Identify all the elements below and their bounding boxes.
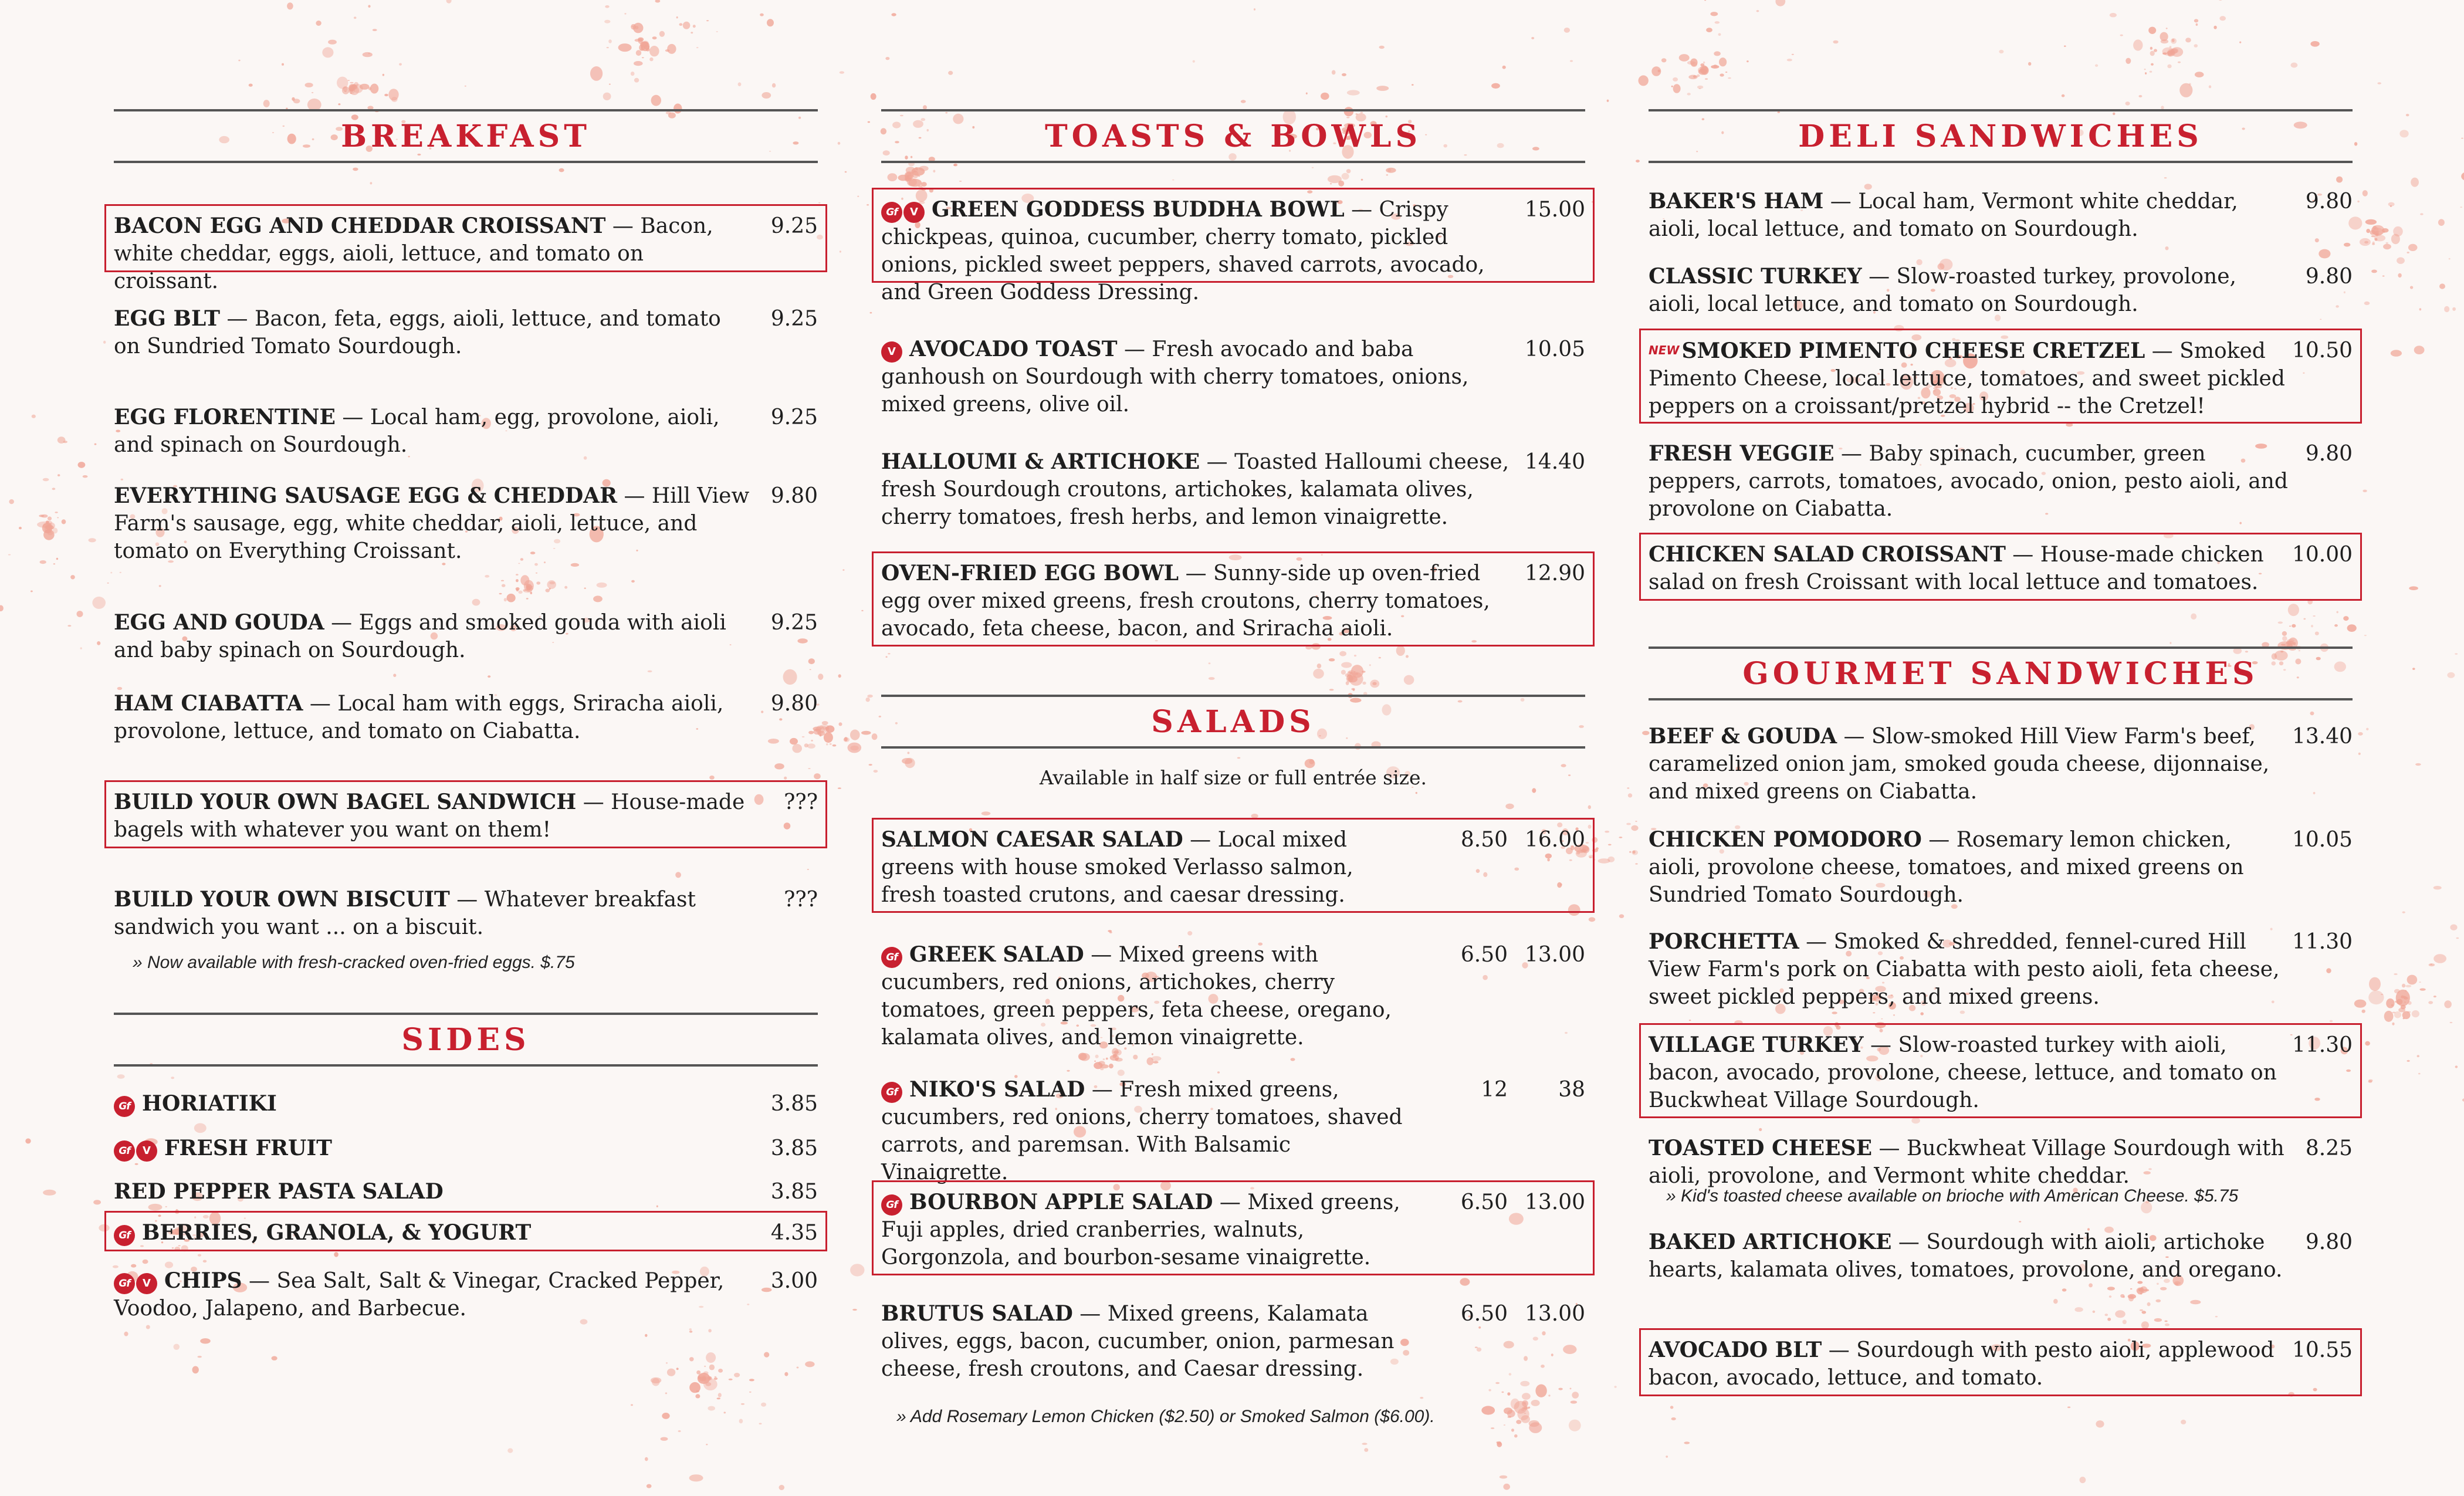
menu-item [1649,928,2353,1010]
menu-item-price: 3.85 [770,1180,818,1204]
gourmet-sandwiches-header: GOURMET SANDWICHES [1649,647,2353,700]
menu-item-name: HAM CIABATTA [114,691,303,716]
menu-item-price: 9.80 [770,484,818,508]
menu-item-name: EGG FLORENTINE [114,405,336,429]
deli-sandwiches-header: DELI SANDWICHES [1649,109,2353,163]
menu-item-name: CHICKEN POMODORO [1649,827,1922,852]
gourmet-note: » Kid's toasted cheese available on brioche with American Cheese. $5.75 [1666,1186,2239,1206]
menu-item-name: RED PEPPER PASTA SALAD [114,1179,444,1204]
menu-item-text [1649,1336,2288,1392]
menu-item-name: PORCHETTA [1649,929,1799,954]
menu-item-price: 10.00 [2292,543,2353,567]
menu-item-name: FRESH VEGGIE [1649,441,1835,466]
menu-item-name: GREEK SALAD [909,942,1084,967]
menu-item-price: 13.40 [2292,725,2353,749]
menu-item-name: GREEN GODDESS BUDDHA BOWL [932,197,1345,222]
menu-item-name: CLASSIC TURKEY [1649,264,1862,289]
gluten-free-icon: Gf [881,202,902,223]
menu-item-text [114,404,753,459]
menu-item-text [1649,188,2288,243]
menu-item [1649,440,2353,522]
menu-item [114,1219,818,1247]
breakfast-header: BREAKFAST [114,109,818,163]
menu-item-description: — Whatever breakfast sandwich you want ... on a biscuit. [114,888,696,939]
menu-item-description: — House-made bagels with whatever you want on them! [114,790,745,842]
menu-item-text [114,1090,753,1118]
menu-item [881,941,1585,1051]
menu-item-description: — Sourdough with pesto aioli, applewood bacon, avocado, lettuce, and tomato. [1649,1338,2275,1390]
menu-item-text [114,1219,753,1247]
menu-item [881,196,1585,304]
menu-item-text [114,305,753,360]
menu-item-price: 14.40 [1524,450,1585,474]
menu-item-name: SALMON CAESAR SALAD [881,827,1183,852]
menu-item-text [881,336,1521,418]
menu-item-price: ??? [784,790,818,814]
menu-item-text [881,941,1409,1051]
menu-item-name: BOURBON APPLE SALAD [909,1190,1213,1214]
menu-item-name: AVOCADO TOAST [909,337,1118,361]
menu-item [881,336,1585,418]
menu-item-name: BAKER'S HAM [1649,189,1824,214]
menu-item-price: 9.25 [770,214,818,238]
menu-item [114,788,818,844]
gluten-free-icon: Gf [114,1225,135,1246]
menu-item-description: — Local ham, egg, provolone, aioli, and spinach on Sourdough. [114,405,720,457]
menu-item-description: — Mixed greens with cucumbers, red onions, artichokes, cherry tomatoes, green peppers, feta cheese, oregano, kalamata olives, and lemon vinaigrette. [881,943,1392,1050]
menu-item-text [1649,723,2288,805]
vegetarian-icon: V [881,341,902,363]
gluten-free-icon: Gf [114,1096,135,1117]
menu-item-price: 9.80 [2305,189,2353,214]
menu-item-price: 11.30 [2292,1033,2353,1057]
menu-item-description: — Sourdough with aioli, artichoke hearts, kalamata olives, tomatoes, provolone, and oregano. [1649,1230,2283,1282]
menu-item-text [1649,541,2288,596]
gluten-free-icon: Gf [881,1194,902,1216]
menu-item-price: 4.35 [770,1221,818,1245]
menu-item-text [1649,1135,2288,1190]
menu-item-description: — Baby spinach, cucumber, green peppers, carrots, tomatoes, avocado, onion, pesto aioli, and provolone on Ciabatta. [1649,442,2288,521]
menu-item-text [881,448,1521,531]
menu-item [114,1267,818,1322]
toasts-bowls-header: TOASTS & BOWLS [881,109,1585,163]
menu-item [114,609,818,664]
full-size-price: 13.00 [1524,1190,1585,1214]
vegetarian-icon: V [136,1140,157,1162]
menu-item-description: — House-made chicken salad on fresh Croissant with local lettuce and tomatoes. [1649,543,2264,594]
menu-item [114,886,818,941]
salads-note: » Add Rosemary Lemon Chicken ($2.50) or Smoked Salmon ($6.00). [896,1407,1435,1426]
vegetarian-icon: V [136,1273,157,1294]
menu-item [1649,188,2353,243]
menu-item-text [114,609,753,664]
menu-item [1649,826,2353,908]
menu-item [1649,1228,2353,1311]
half-size-price: 12 [1481,1078,1508,1102]
menu-item [114,404,818,459]
menu-item-name: HORIATIKI [142,1091,277,1116]
menu-item-description: — Local ham, Vermont white cheddar, aioli, local lettuce, and tomato on Sourdough. [1649,189,2238,241]
menu-item-name: TOASTED CHEESE [1649,1136,1873,1160]
menu-item-price: 9.80 [770,692,818,716]
menu-item-name: BUILD YOUR OWN BISCUIT [114,887,450,912]
menu-item-description: — Hill View Farm's sausage, egg, white cheddar, aioli, lettuce, and tomato on Everything Croissant. [114,484,750,563]
gluten-free-icon: Gf [881,947,902,968]
menu-item-description: — Bacon, feta, eggs, aioli, lettuce, and tomato on Sundried Tomato Sourdough. [114,307,721,358]
menu-item [114,690,818,745]
full-size-price: 38 [1558,1078,1585,1102]
sides-header: SIDES [114,1013,818,1067]
menu-item-name: BERRIES, GRANOLA, & YOGURT [142,1220,532,1245]
menu-item-price: 9.80 [2305,442,2353,466]
menu-item-price: 9.25 [770,405,818,429]
menu-item-text [881,1189,1409,1271]
menu-item-name: FRESH FRUIT [164,1136,332,1160]
menu-item-description: — Slow-roasted turkey with aioli, bacon, avocado, provolone, cheese, lettuce, and tomato on Buckwheat Village Sourdough. [1649,1033,2277,1112]
menu-item [114,212,818,293]
menu-item-price: 3.00 [770,1269,818,1293]
salads-subtitle: Available in half size or full entrée size. [1039,766,1427,789]
menu-item-name: HALLOUMI & ARTICHOKE [881,449,1200,474]
half-size-price: 8.50 [1460,828,1508,852]
menu-item-name: BAKED ARTICHOKE [1649,1230,1892,1254]
menu-item-name: BUILD YOUR OWN BAGEL SANDWICH [114,790,577,814]
menu-item-name: BEEF & GOUDA [1649,724,1837,749]
menu-item [881,1300,1585,1382]
menu-item-price: 8.25 [2305,1136,2353,1160]
menu-item-name: VILLAGE TURKEY [1649,1033,1864,1057]
menu-item-description: — Slow-roasted turkey, provolone, aioli, local lettuce, and tomato on Sourdough. [1649,265,2236,316]
vegetarian-icon: V [903,202,925,223]
menu-item-text [1649,1031,2288,1114]
breakfast-note: » Now available with fresh-cracked oven-fried eggs. $.75 [133,953,575,972]
menu-item-description: — Sea Salt, Salt & Vinegar, Cracked Pepper, Voodoo, Jalapeno, and Barbecue. [114,1269,725,1321]
menu-item-price: 10.55 [2292,1338,2353,1362]
menu-item [1649,541,2353,596]
menu-item-description: — Mixed greens, Fuji apples, dried cranberries, walnuts, Gorgonzola, and bourbon-sesame vinaigrette. [881,1190,1400,1270]
menu-item-price: 10.50 [2292,339,2353,363]
menu-item-price: 9.25 [770,307,818,331]
menu-item-text [881,1300,1409,1383]
menu-item-name: EGG BLT [114,306,221,331]
half-size-price: 6.50 [1460,1302,1508,1326]
menu-item-text [1649,440,2288,523]
menu-item-price: 3.85 [770,1092,818,1116]
menu-item-text [114,886,753,941]
menu-item-description: — Mixed greens, Kalamata olives, eggs, bacon, cucumber, onion, parmesan cheese, fresh croutons, and Caesar dressing. [881,1302,1395,1381]
menu-item-description: — Rosemary lemon chicken, aioli, provolone cheese, tomatoes, and mixed greens on Sundried Tomato Sourdough. [1649,828,2244,907]
menu-item [881,826,1585,908]
menu-item [114,1135,818,1162]
menu-item-text [114,690,753,745]
menu-item-description: — Sunny-side up oven-fried egg over mixed greens, fresh croutons, cherry tomatoes, avocado, feta cheese, bacon, and Sriracha aioli. [881,561,1490,641]
menu-item-text [1649,928,2288,1011]
menu-item-price: ??? [784,888,818,912]
menu-item-description: — Eggs and smoked gouda with aioli and baby spinach on Sourdough. [114,611,726,662]
menu-item-name: EVERYTHING SAUSAGE EGG & CHEDDAR [114,483,618,508]
menu-item-price: 9.80 [2305,1230,2353,1254]
menu-item-description: — Fresh avocado and baba ganhoush on Sourdough with cherry tomatoes, onions, mixed greens, olive oil. [881,337,1469,417]
menu-item-name: NIKO'S SALAD [909,1077,1085,1102]
menu-item-price: 15.00 [1524,198,1585,222]
menu-item-name: CHICKEN SALAD CROISSANT [1649,542,2006,567]
menu-item-text [114,212,753,295]
menu-item-name: SMOKED PIMENTO CHEESE CRETZEL [1681,339,2145,363]
menu-item-description: — Local mixed greens with house smoked Verlasso salmon, fresh toasted crutons, and caesar dressing. [881,828,1353,907]
menu-item [1649,1336,2353,1392]
menu-item [1649,1031,2353,1113]
menu-item-text [881,826,1409,909]
menu-item [114,1178,818,1206]
new-icon: NEW [1649,343,1680,357]
menu-item [114,482,818,564]
menu-item-text [1649,826,2288,909]
gluten-free-icon: Gf [114,1140,135,1162]
menu-item-text [114,1267,753,1322]
menu-item [881,560,1585,642]
menu-item-description: — Fresh mixed greens, cucumbers, red onions, cherry tomatoes, shaved carrots, and paremsan. With Balsamic Vinaigrette. [881,1078,1403,1184]
menu-item-description: — Smoked & shredded, fennel-cured Hill View Farm's pork on Ciabatta with pesto aioli, feta cheese, sweet pickled peppers, and mixed greens. [1649,930,2280,1009]
menu-item-text [114,1178,753,1206]
menu-item [114,1090,818,1118]
menu-item-name: BRUTUS SALAD [881,1301,1073,1326]
menu-item-name: CHIPS [164,1268,242,1293]
menu-item-text [881,560,1521,642]
salads-header: SALADS [881,695,1585,749]
menu-item-name: AVOCADO BLT [1649,1338,1822,1362]
menu-item-price: 3.85 [770,1136,818,1160]
menu-item-text [1649,337,2288,420]
full-size-price: 16.00 [1524,828,1585,852]
menu-item-text [1649,1228,2288,1284]
menu-item-price: 9.25 [770,611,818,635]
menu-item-price: 9.80 [2305,265,2353,289]
menu-item-name: EGG AND GOUDA [114,610,324,635]
menu-item [1649,263,2353,318]
menu-item [1649,337,2353,419]
menu-item [1649,723,2353,805]
menu-item-description: — Toasted Halloumi cheese, fresh Sourdough croutons, artichokes, kalamata olives, cherry tomatoes, fresh herbs, and lemon vinaigrette. [881,450,1509,529]
full-size-price: 13.00 [1524,1302,1585,1326]
menu-item-description: — Local ham with eggs, Sriracha aioli, provolone, lettuce, and tomato on Ciabatta. [114,692,724,743]
half-size-price: 6.50 [1460,1190,1508,1214]
menu-item-text [1649,263,2288,318]
full-size-price: 13.00 [1524,943,1585,967]
menu-item-name: BACON EGG AND CHEDDAR CROISSANT [114,214,606,238]
menu-item-text [114,1135,753,1162]
menu-item-price: 10.05 [2292,828,2353,852]
menu-item-price: 12.90 [1524,561,1585,585]
gluten-free-icon: Gf [114,1273,135,1294]
menu-item-description: — Smoked Pimento Cheese, local lettuce, tomatoes, and sweet pickled peppers on a croissant/pretzel hybrid -- the Cretzel! [1649,339,2285,418]
menu-item-text [114,482,753,565]
half-size-price: 6.50 [1460,943,1508,967]
menu-item [114,305,818,360]
menu-item [1649,1135,2353,1190]
menu-item-price: 10.05 [1524,337,1585,361]
menu-item-description: — Bacon, white cheddar, eggs, aioli, lettuce, and tomato on croissant. [114,214,713,293]
menu-item-description: — Slow-smoked Hill View Farm's beef, caramelized onion jam, smoked gouda cheese, dijonnaise, and mixed greens on Ciabatta. [1649,725,2270,804]
menu-item-name: OVEN-FRIED EGG BOWL [881,561,1179,585]
menu-item-price: 11.30 [2292,930,2353,954]
menu-item-text [114,788,753,844]
menu-item [881,1189,1585,1271]
menu-item-text [881,1076,1409,1186]
menu-item [881,448,1585,530]
menu-item [881,1076,1585,1184]
menu-item-description: — Buckwheat Village Sourdough with aioli, provolone, and Vermont white cheddar. [1649,1136,2284,1188]
menu-item-text [881,196,1521,306]
menu-item-description: — Crispy chickpeas, quinoa, cucumber, cherry tomato, pickled onions, pickled sweet peppers, shaved carrots, avocado, and Green Goddess Dressing. [881,198,1485,304]
gluten-free-icon: Gf [881,1082,902,1103]
